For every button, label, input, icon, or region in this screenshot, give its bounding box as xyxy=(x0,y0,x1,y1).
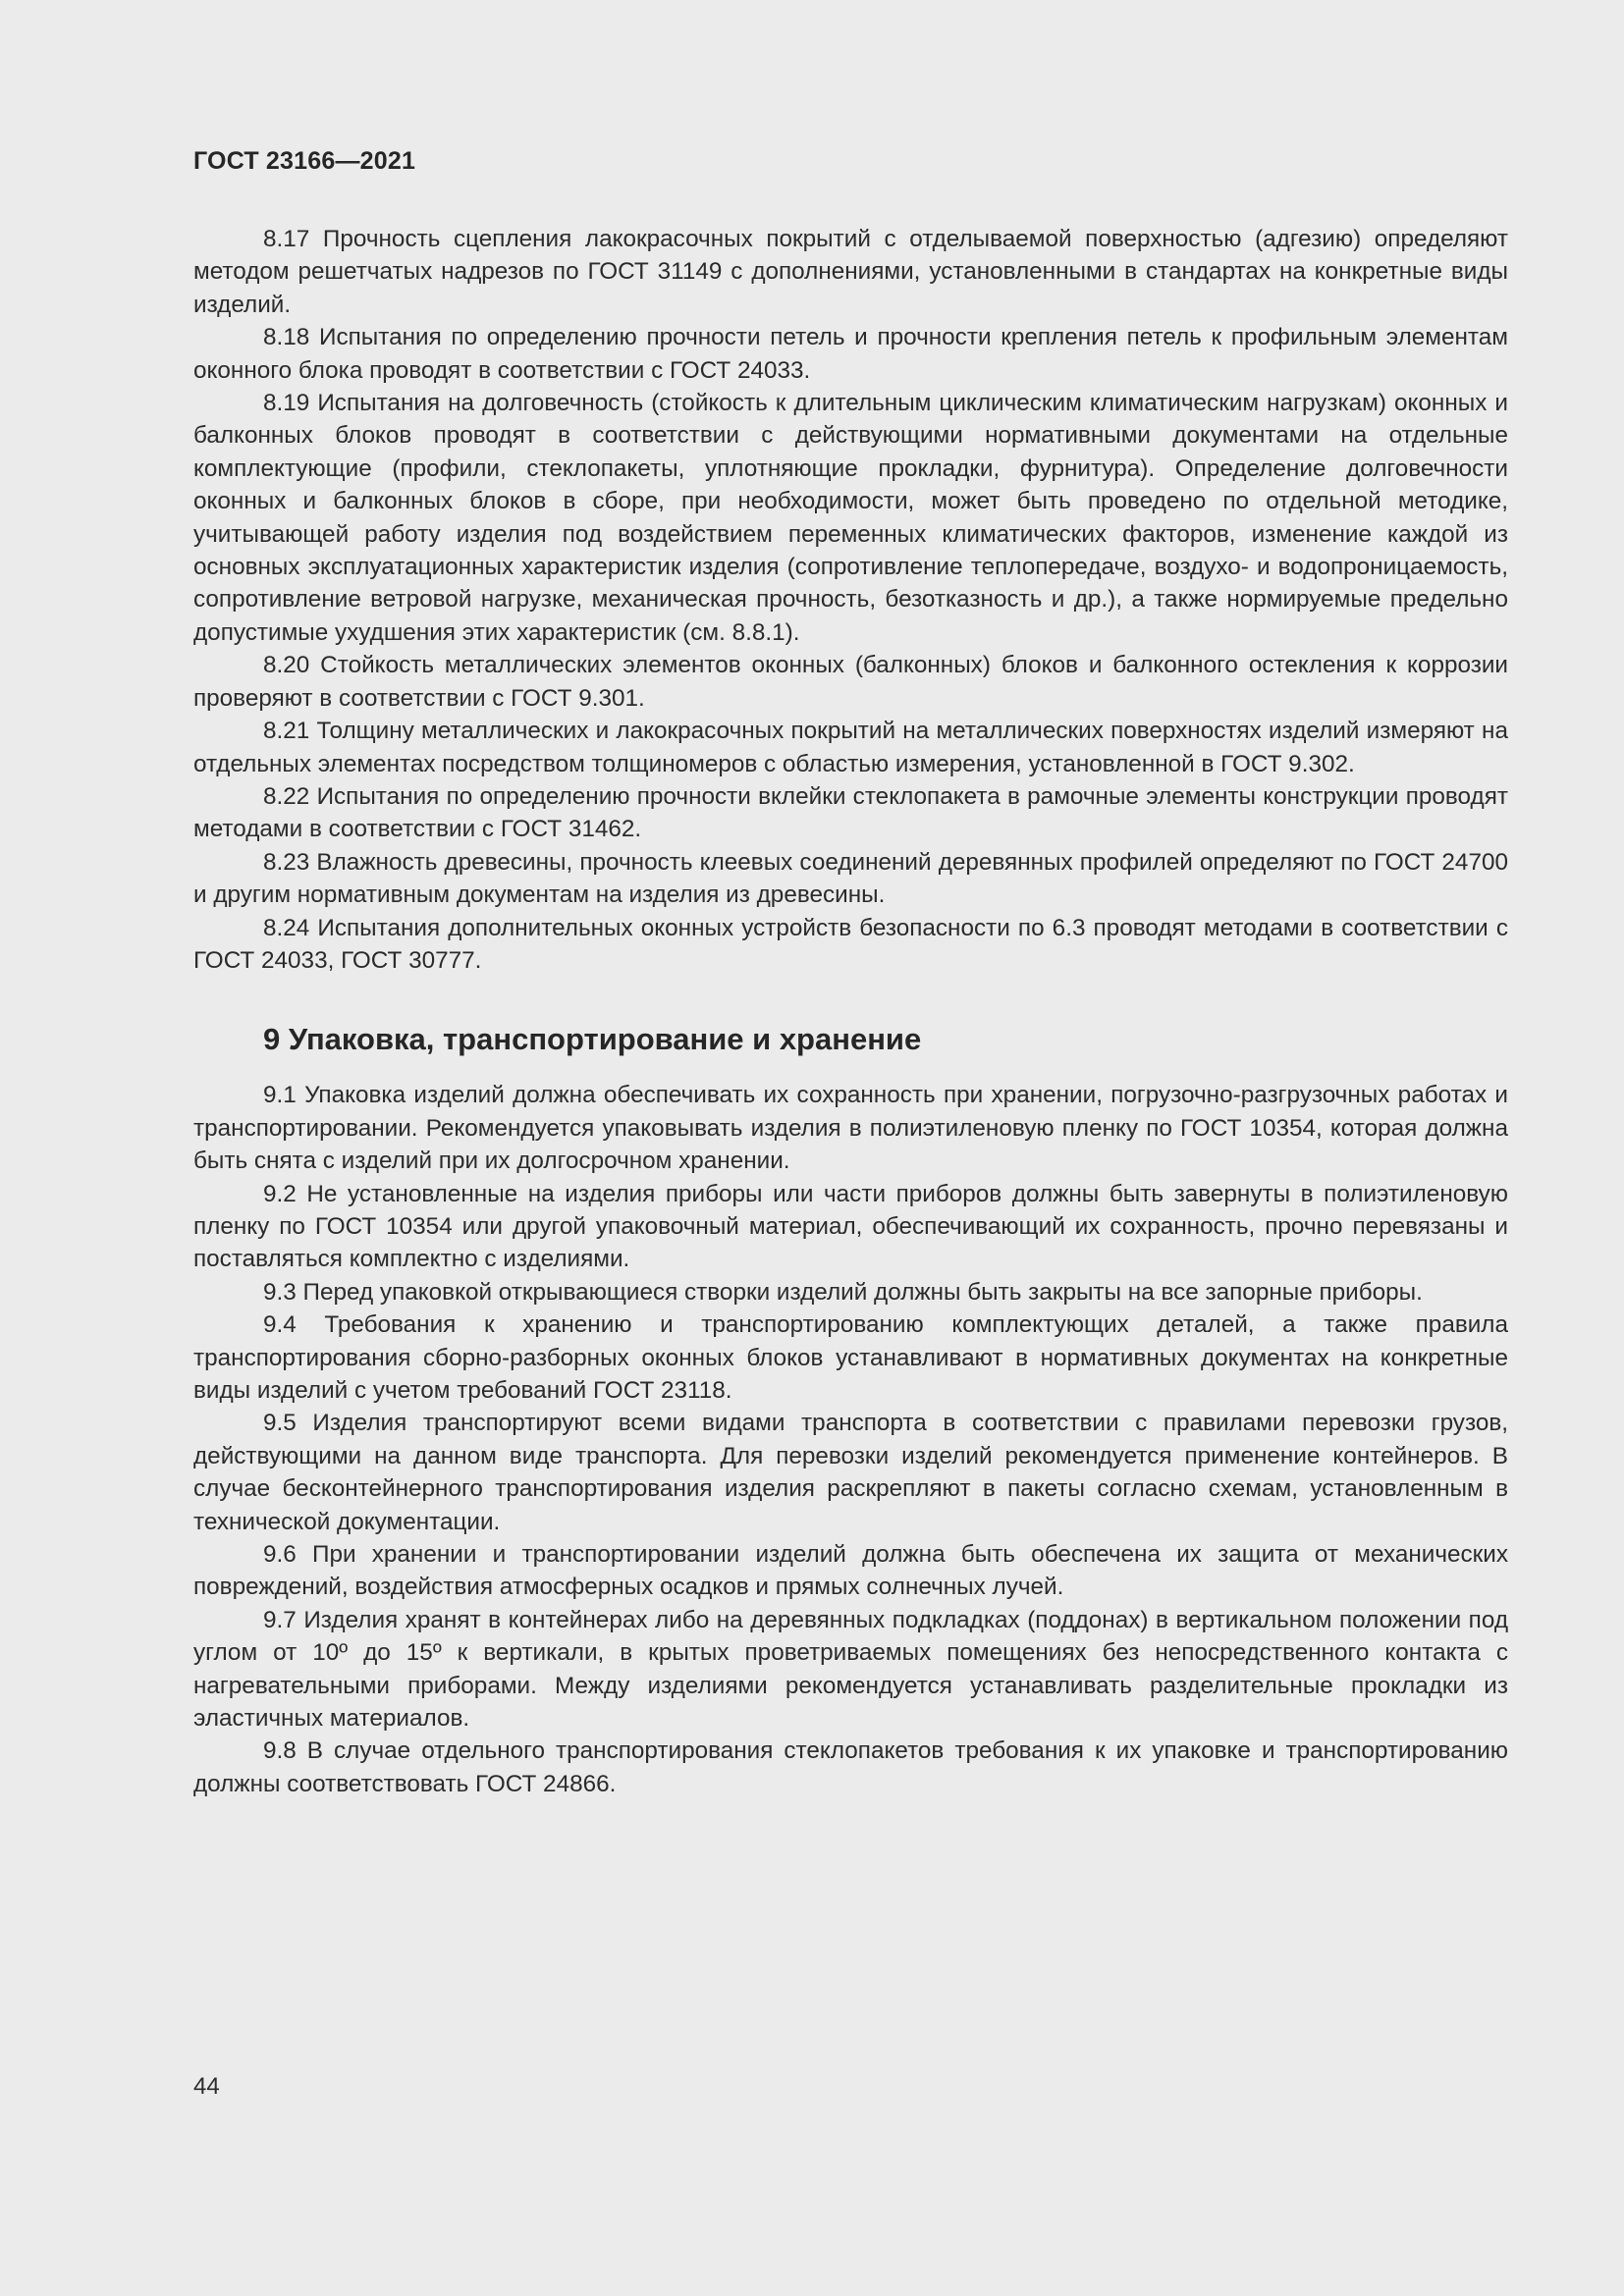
paragraph-8-17: 8.17 Прочность сцепления лакокрасочных покрытий с отделываемой поверхностью (адгезию) определяют методом решетчатых надрезов по ГОСТ 31149 с дополнениями, установленными в стандартах на конкретные виды изделий. xyxy=(193,226,1508,318)
paragraph-9-6: 9.6 При хранении и транспортировании изделий должна быть обеспечена их защита от механических повреждений, воздействия атмосферных осадков и прямых солнечных лучей. xyxy=(193,1541,1508,1601)
paragraph-8-18: 8.18 Испытания по определению прочности петель и прочности крепления петель к профильным элементам оконного блока проводят в соответствии с ГОСТ 24033. xyxy=(193,324,1508,384)
paragraph-9-1: 9.1 Упаковка изделий должна обеспечивать их сохранность при хранении, погрузочно-разгрузочных работах и транспортировании. Рекомендуется упаковывать изделия в полиэтиленовую пленку по ГОСТ 10354, которая должна быть снята с изделий при их долгосрочном хранении. xyxy=(193,1082,1508,1175)
paragraph-9-5: 9.5 Изделия транспортируют всеми видами транспорта в соответствии с правилами перевозки грузов, действующими на данном виде транспорта. Для перевозки изделий рекомендуется применение контейнеров. В случае бесконтейнерного транспортирования изделия раскрепляют в пакеты согласно схемам, установленным в технической документации. xyxy=(193,1410,1508,1535)
document-body xyxy=(193,223,1508,1800)
paragraph-8-21: 8.21 Толщину металлических и лакокрасочных покрытий на металлических поверхностях изделий измеряют на отдельных элементах посредством толщиномеров с областью измерения, установленной в ГОСТ 9.302. xyxy=(193,718,1508,777)
paragraph-9-3: 9.3 Перед упаковкой открывающиеся створки изделий должны быть закрыты на все запорные приборы. xyxy=(263,1278,1423,1306)
paragraph-9-4: 9.4 Требования к хранению и транспортированию комплектующих деталей, а также правила транспортирования сборно-разборных оконных блоков устанавливают в нормативных документах на конкретные виды изделий с учетом требований ГОСТ 23118. xyxy=(193,1311,1508,1404)
paragraph-9-7: 9.7 Изделия хранят в контейнерах либо на деревянных подкладках (поддонах) в вертикальном положении под углом от 10º до 15º к вертикали, в крытых проветриваемых помещениях без непосредственного контакта с нагревательными приборами. Между изделиями рекомендуется устанавливать разделительные прокладки из эластичных материалов. xyxy=(193,1606,1508,1733)
paragraph-8-19: 8.19 Испытания на долговечность (стойкость к длительным циклическим климатическим нагрузкам) оконных и балконных блоков проводят в соответствии с действующими нормативными документами на отдельные комплектующие (профили, стеклопакеты, уплотняющие прокладки, фурнитура). Определение долговечности оконных и балконных блоков в сборе, при необходимости, может быть проведено по отдельной методике, учитывающей работу изделия под воздействием переменных климатических факторов, изменение каждой из основных эксплуатационных характеристик изделия (сопротивление теплопередаче, воздухо- и водопроницаемость, сопротивление ветровой нагрузке, механическая прочность, безотказность и др.), а также нормируемые предельно допустимые ухудшения этих характеристик (см. 8.8.1). xyxy=(193,390,1508,646)
paragraph-9-8: 9.8 В случае отдельного транспортирования стеклопакетов требования к их упаковке и транспортированию должны соответствовать ГОСТ 24866. xyxy=(193,1737,1508,1797)
paragraph-8-24: 8.24 Испытания дополнительных оконных устройств безопасности по 6.3 проводят методами в соответствии с ГОСТ 24033, ГОСТ 30777. xyxy=(193,914,1508,974)
paragraph-9-2: 9.2 Не установленные на изделия приборы или части приборов должны быть завернуты в полиэтиленовую пленку по ГОСТ 10354 или другой упаковочный материал, обеспечивающий их сохранность, прочно перевязаны и поставляться комплектно с изделиями. xyxy=(193,1180,1508,1273)
page-number: 44 xyxy=(193,2073,220,2100)
paragraph-8-20: 8.20 Стойкость металлических элементов оконных (балконных) блоков и балконного остекления к коррозии проверяют в соответствии с ГОСТ 9.301. xyxy=(193,652,1508,712)
paragraph-8-22: 8.22 Испытания по определению прочности вклейки стеклопакета в рамочные элементы конструкции проводят методами в соответствии с ГОСТ 31462. xyxy=(193,782,1508,843)
section-9-heading: 9 Упаковка, транспортирование и хранение xyxy=(263,1022,922,1057)
paragraph-8-23: 8.23 Влажность древесины, прочность клеевых соединений деревянных профилей определяют по ГОСТ 24700 и другим нормативным документам на изделия из древесины. xyxy=(193,848,1508,909)
document-header: ГОСТ 23166—2021 xyxy=(193,147,416,175)
